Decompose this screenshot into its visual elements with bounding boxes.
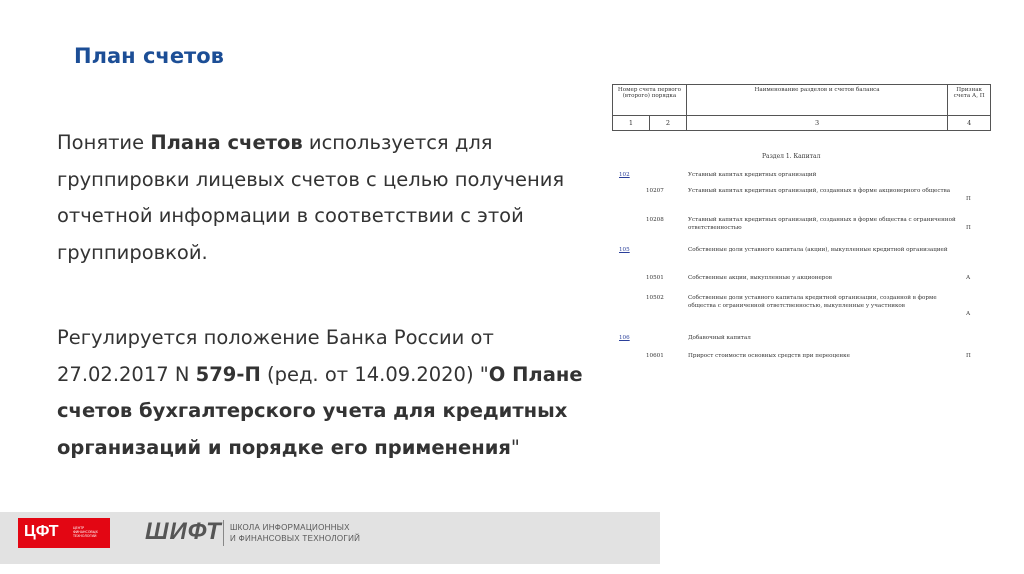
ledger-account-name: Уставный капитал кредитных организаций (688, 172, 817, 178)
section-title: Раздел 1. Капитал (762, 153, 821, 160)
ledger-account-name: Добавочный капитал (688, 335, 751, 341)
ledger-account-sign: А (966, 311, 971, 317)
concept-paragraph (57, 125, 597, 271)
ledger-code-first-order[interactable]: 105 (619, 247, 630, 253)
shift-logo: ШИФТ (145, 518, 222, 545)
header-account-sign: Признак счета А, П (948, 85, 991, 116)
cft-logo (18, 518, 110, 548)
text-segment: " (510, 435, 520, 459)
ledger-account-sign: П (966, 196, 971, 202)
ledger-account-name: Уставный капитал кредитных организаций, созданных в форме общества с ограниченной ответственностью (688, 217, 956, 231)
regulation-title: О Плане счетов бухгалтерского учета для кредитных организаций и порядке его применения (57, 362, 583, 459)
ledger-account-name: Уставный капитал кредитных организаций, созданных в форме акционерного общества (688, 188, 951, 194)
ledger-code-first-order[interactable]: 106 (619, 335, 630, 341)
school-name (230, 522, 360, 544)
cft-logo-text: ЦФТ (24, 523, 59, 540)
regulation-paragraph (57, 320, 597, 466)
col-num-4: 4 (948, 116, 991, 131)
ledger-account-name: Собственные доли уставного капитала (акции), выкупленные кредитной организацией (688, 247, 948, 253)
col-num-1: 1 (613, 116, 650, 131)
col-num-3: 3 (686, 116, 947, 131)
regulation-number: 579-П (195, 362, 261, 386)
chart-of-accounts-table-image (612, 84, 992, 374)
ledger-account-sign: П (966, 225, 971, 231)
header-account-number: Номер счета первого (второго) порядка (613, 85, 687, 116)
ledger-code-second-order: 10208 (646, 217, 664, 223)
col-num-2: 2 (649, 116, 686, 131)
ledger-account-sign: П (966, 353, 971, 359)
school-name-line2: И ФИНАНСОВЫХ ТЕХНОЛОГИЙ (230, 534, 361, 543)
bold-term: Плана счетов (150, 131, 303, 154)
ledger-account-name: Собственные акции, выкупленные у акционеров (688, 275, 832, 281)
text-segment: используется для группировки лицевых счетов с целью получения отчетной информации в соответствии с этой группировкой. (57, 131, 565, 264)
school-name-line1: ШКОЛА ИНФОРМАЦИОННЫХ (230, 523, 350, 532)
text-segment: Регулируется положение Банка России от 27.02.2017 N (57, 326, 494, 386)
ledger-account-name: Собственные доли уставного капитала кредитной организации, созданной в форме общества с ограниченной ответственностью, выкупленные у участников (688, 295, 937, 309)
ledger-code-second-order: 10207 (646, 188, 664, 194)
cft-logo-subtext: ЦЕНТР ФИНАНСОВЫХ ТЕХНОЛОГИЙ (73, 526, 98, 538)
ledger-code-second-order: 10502 (646, 295, 664, 301)
ledger-code-second-order: 10601 (646, 353, 664, 359)
header-account-name: Наименование разделов и счетов баланса (686, 85, 947, 116)
ledger-code-second-order: 10501 (646, 275, 664, 281)
ledger-account-name: Прирост стоимости основных средств при переоценке (688, 353, 850, 359)
ledger-code-first-order[interactable]: 102 (619, 172, 630, 178)
text-segment: Понятие (57, 131, 151, 154)
ledger-account-sign: А (966, 275, 971, 281)
page-title: План счетов (74, 44, 224, 68)
logo-divider (223, 520, 224, 546)
ledger-header-table (612, 84, 991, 131)
text-segment: (ред. от 14.09.2020) " (260, 362, 489, 386)
